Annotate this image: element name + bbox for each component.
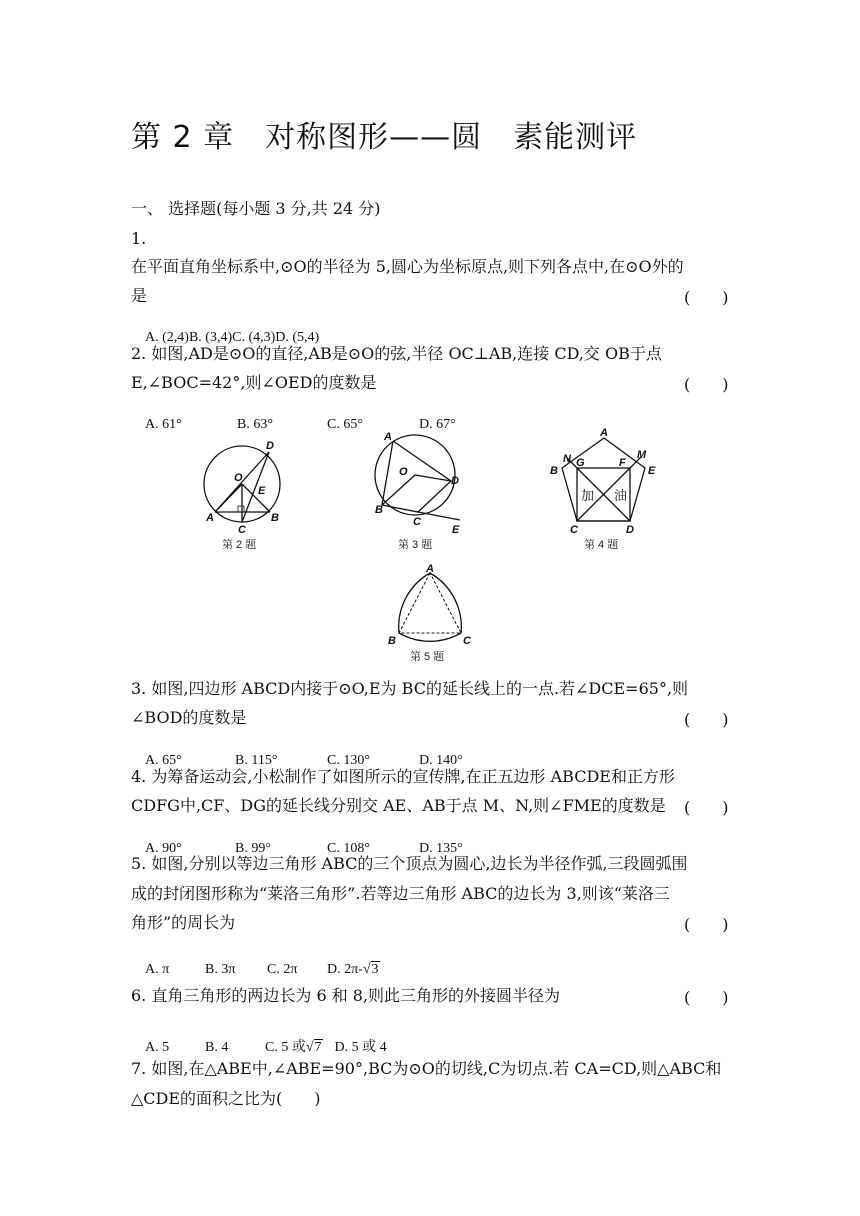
q6-options: A. 5 B. 4 C. 5 或√7 D. 5 或 4 bbox=[131, 1020, 387, 1072]
label-O: O bbox=[234, 472, 243, 484]
figure-q3-labels bbox=[375, 431, 460, 551]
label-E: E bbox=[648, 465, 656, 477]
q6-answer-blank: ( ) bbox=[684, 988, 729, 1007]
q4-option-d: D. 135° bbox=[419, 841, 463, 856]
q5-text-line3: 角形”的周长为 bbox=[131, 913, 236, 932]
caption-fig5: 第 5 题 bbox=[410, 651, 445, 663]
q6-option-c: C. 5 或 bbox=[265, 1040, 306, 1055]
label-O: O bbox=[399, 466, 408, 478]
q1-text-line1: 在平面直角坐标系中,⊙O的半径为 5,圆心为坐标原点,则下列各点中,在⊙O外的 bbox=[131, 257, 684, 276]
label-F: F bbox=[619, 457, 626, 469]
figure-q2 bbox=[204, 446, 280, 522]
figure-q4 bbox=[562, 438, 645, 521]
q6-option-c-radicand: 7 bbox=[314, 1040, 322, 1055]
q6-option-b: B. 4 bbox=[205, 1040, 229, 1055]
page-title: 第 2 章 对称图形——圆 素能测评 bbox=[131, 120, 638, 155]
figure-q5 bbox=[399, 573, 462, 641]
label-C: C bbox=[570, 524, 578, 536]
q1-option-a: A. (2,4) bbox=[145, 330, 189, 345]
caption-fig4: 第 4 题 bbox=[584, 539, 619, 551]
label-G: G bbox=[576, 457, 585, 469]
q6-option-a: A. 5 bbox=[145, 1040, 170, 1055]
q3-option-a: A. 65° bbox=[145, 753, 182, 768]
q2-answer-blank: ( ) bbox=[684, 375, 729, 394]
q1-option-b: B. (3,4) bbox=[188, 330, 233, 345]
fig4-char-right: 油 bbox=[614, 488, 628, 503]
figure-q4-labels bbox=[550, 427, 656, 551]
q7-text-line1: 7. 如图,在△ABE中,∠ABE=90°,BC为⊙O的切线,C为切点.若 CA=CD,则△ABC和 bbox=[131, 1059, 722, 1078]
q4-option-c: C. 108° bbox=[327, 841, 370, 856]
q5-option-b: B. 3π bbox=[205, 962, 236, 977]
q3-answer-blank: ( ) bbox=[684, 710, 729, 729]
q1-option-d: D. (5,4) bbox=[275, 330, 320, 345]
label-E: E bbox=[258, 485, 266, 497]
caption-fig3: 第 3 题 bbox=[398, 539, 433, 551]
label-C: C bbox=[413, 516, 421, 528]
q3-option-b: B. 115° bbox=[235, 753, 278, 768]
q1-text-line2: 是 bbox=[131, 286, 148, 305]
q6-text-line1: 6. 直角三角形的两边长为 6 和 8,则此三角形的外接圆半径为 bbox=[131, 986, 561, 1005]
q5-text-line2: 成的封闭图形称为“莱洛三角形”.若等边三角形 ABC的边长为 3,则该“莱洛三 bbox=[131, 884, 670, 903]
label-B: B bbox=[375, 504, 383, 516]
q5-option-d: D. 2π- bbox=[327, 962, 363, 977]
q4-text-line1: 4. 为筹备运动会,小松制作了如图所示的宣传牌,在正五边形 ABCDE和正方形 bbox=[131, 767, 675, 786]
q3-option-d: D. 140° bbox=[419, 753, 463, 768]
section-heading: 一、 选择题(每小题 3 分,共 24 分) bbox=[131, 199, 381, 218]
label-A: A bbox=[384, 431, 392, 443]
label-E: E bbox=[452, 524, 460, 536]
q2-text-line1: 2. 如图,AD是⊙O的直径,AB是⊙O的弦,半径 OC⊥AB,连接 CD,交 OB于点 bbox=[131, 344, 662, 363]
label-C: C bbox=[238, 524, 246, 536]
label-A: A bbox=[426, 563, 434, 575]
label-B: B bbox=[550, 465, 558, 477]
label-D: D bbox=[451, 475, 459, 487]
label-B: B bbox=[271, 512, 279, 524]
q1-option-c: C. (4,3) bbox=[232, 330, 276, 345]
label-B: B bbox=[388, 635, 396, 647]
q4-answer-blank: ( ) bbox=[684, 798, 729, 817]
q2-option-c: C. 65° bbox=[327, 417, 363, 432]
q3-text-line1: 3. 如图,四边形 ABCD内接于⊙O,E为 BC的延长线上的一点.若∠DCE=65°,则 bbox=[131, 679, 689, 698]
q1-answer-blank: ( ) bbox=[684, 288, 729, 307]
label-A: A bbox=[600, 427, 608, 439]
label-A: A bbox=[206, 512, 214, 524]
q7-text-line2: △CDE的面积之比为( ) bbox=[131, 1089, 321, 1108]
label-N: N bbox=[563, 453, 571, 465]
q4-option-b: B. 99° bbox=[235, 841, 271, 856]
q2-text-line2: E,∠BOC=42°,则∠OED的度数是 bbox=[131, 373, 377, 392]
q5-option-c: C. 2π bbox=[267, 962, 298, 977]
q5-option-d-radicand: 3 bbox=[371, 962, 379, 977]
q2-option-d: D. 67° bbox=[419, 417, 456, 432]
q4-text-line2: CDFG中,CF、DG的延长线分别交 AE、AB于点 M、N,则∠FME的度数是 bbox=[131, 796, 666, 815]
q5-answer-blank: ( ) bbox=[684, 915, 729, 934]
caption-fig2: 第 2 题 bbox=[222, 539, 257, 551]
q3-text-line2: ∠BOD的度数是 bbox=[131, 708, 247, 727]
q2-option-a: A. 61° bbox=[145, 417, 182, 432]
fig4-char-left: 加 bbox=[581, 488, 595, 503]
q5-options: A. π B. 3π C. 2π D. 2π-√3 bbox=[145, 962, 379, 977]
q5-option-a: A. π bbox=[145, 962, 170, 977]
label-C: C bbox=[463, 635, 471, 647]
q3-option-c: C. 130° bbox=[327, 753, 370, 768]
label-M: M bbox=[637, 449, 647, 461]
label-D: D bbox=[626, 524, 634, 536]
q4-option-a: A. 90° bbox=[145, 841, 182, 856]
q6-option-d: D. 5 或 4 bbox=[334, 1040, 387, 1055]
q5-text-line1: 5. 如图,分别以等边三角形 ABC的三个顶点为圆心,边长为半径作弧,三段圆弧围 bbox=[131, 854, 688, 873]
q1-number: 1. bbox=[131, 229, 147, 248]
label-D: D bbox=[266, 440, 274, 452]
figure-q3 bbox=[375, 435, 460, 520]
q2-option-b: B. 63° bbox=[237, 417, 273, 432]
